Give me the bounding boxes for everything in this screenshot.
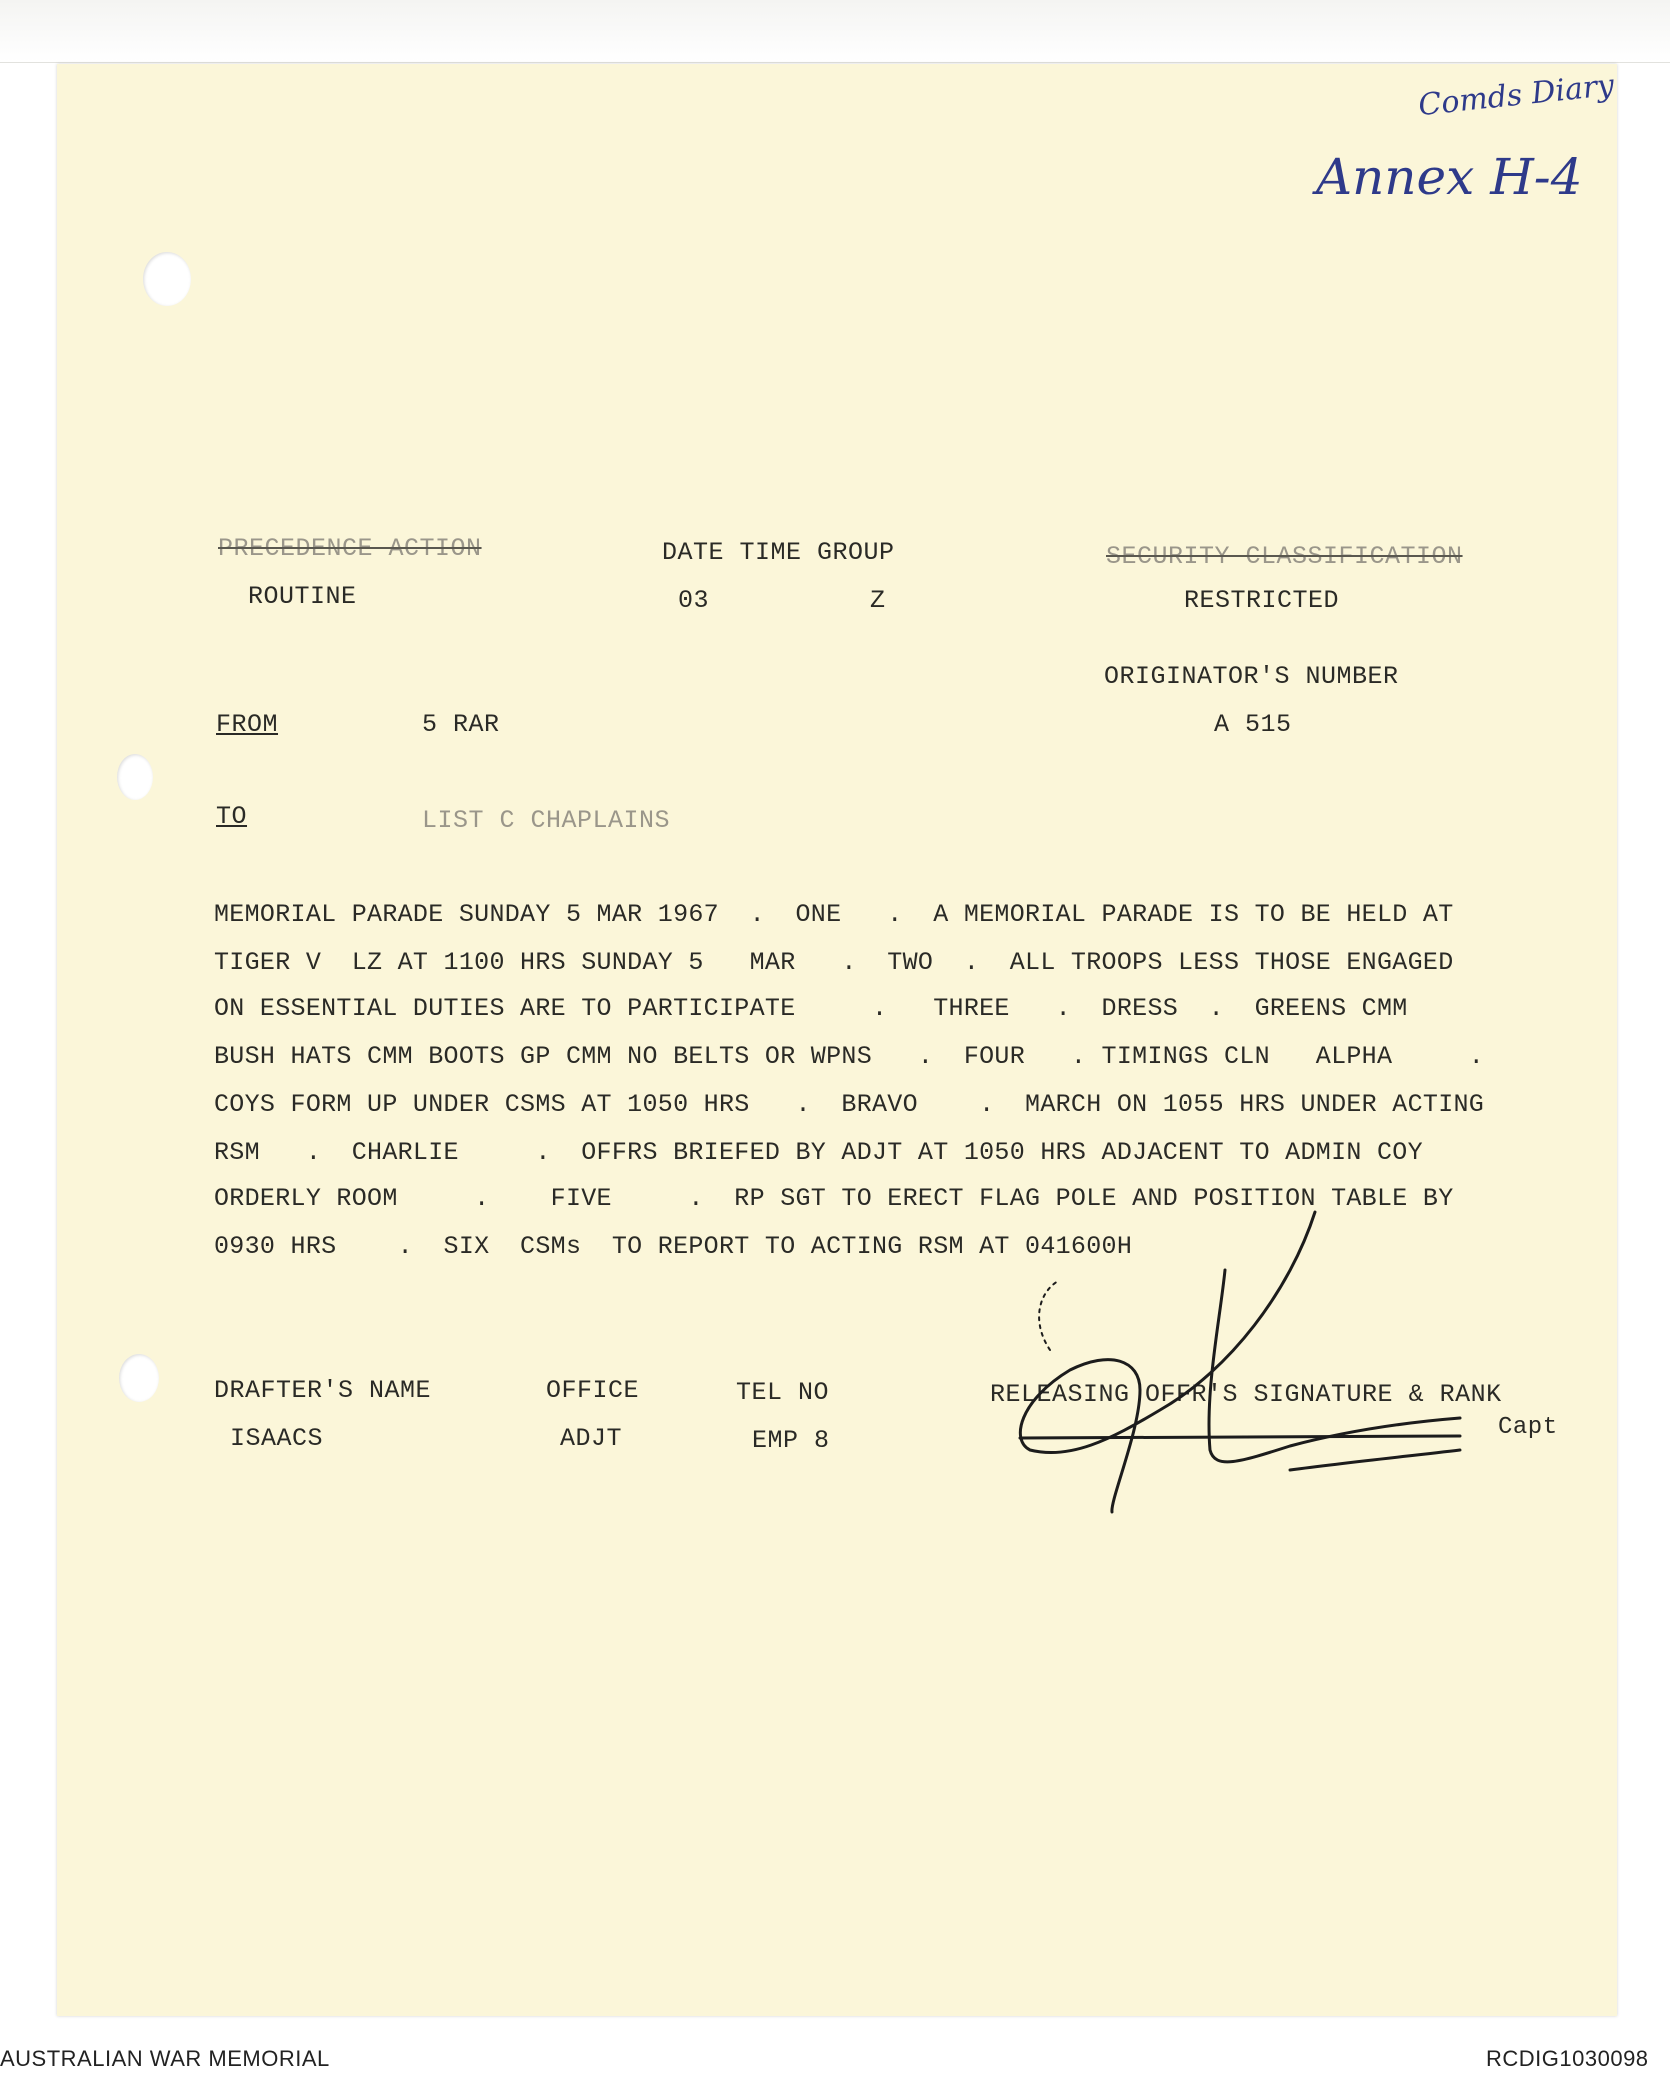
- scan-background-top: [0, 0, 1670, 63]
- signature-mark: [990, 1200, 1510, 1530]
- punch-hole: [143, 252, 191, 306]
- handwritten-note: Comds Diary: [1416, 67, 1616, 124]
- catalogue-id: RCDIG1030098: [1486, 2046, 1649, 2071]
- drafter-label: DRAFTER'S NAME: [214, 1376, 432, 1405]
- dtg-day: 03: [678, 586, 710, 615]
- classification-label: SECURITY CLASSIFICATION: [1106, 542, 1463, 571]
- originator-value: A 515: [1214, 710, 1292, 739]
- message-line: TIGER V LZ AT 1100 HRS SUNDAY 5 MAR . TWO . ALL TROOPS LESS THOSE ENGAGED: [214, 948, 1454, 977]
- to-label: TO: [216, 802, 248, 831]
- dtg-zone: Z: [870, 586, 886, 615]
- dtg-label: DATE TIME GROUP: [662, 538, 895, 567]
- message-line: ORDERLY ROOM . FIVE . RP SGT TO ERECT FLAG POLE AND POSITION TABLE BY: [214, 1184, 1454, 1213]
- office-value: ADJT: [560, 1424, 623, 1453]
- punch-hole: [117, 754, 153, 800]
- releasing-label: RELEASING OFFR'S SIGNATURE & RANK: [990, 1380, 1502, 1409]
- message-line: BUSH HATS CMM BOOTS GP CMM NO BELTS OR WPNS . FOUR . TIMINGS CLN ALPHA .: [214, 1042, 1485, 1071]
- precedence-value: ROUTINE: [248, 582, 357, 611]
- rank-value: Capt: [1498, 1414, 1558, 1441]
- message-line: 0930 HRS . SIX CSMs TO REPORT TO ACTING RSM AT 041600H: [214, 1232, 1133, 1261]
- message-line: RSM . CHARLIE . OFFRS BRIEFED BY ADJT AT 1050 HRS ADJACENT TO ADMIN COY: [214, 1138, 1423, 1167]
- from-label: FROM: [216, 710, 279, 739]
- to-value: LIST C CHAPLAINS: [422, 806, 671, 835]
- document-page: [57, 64, 1617, 2016]
- message-line: MEMORIAL PARADE SUNDAY 5 MAR 1967 . ONE . A MEMORIAL PARADE IS TO BE HELD AT: [214, 900, 1454, 929]
- originator-label: ORIGINATOR'S NUMBER: [1104, 662, 1399, 691]
- from-value: 5 RAR: [422, 710, 500, 739]
- tel-value: EMP 8: [752, 1426, 830, 1455]
- drafter-value: ISAACS: [230, 1424, 324, 1453]
- handwritten-annex: Annex H-4: [1316, 148, 1583, 206]
- institution-label: AUSTRALIAN WAR MEMORIAL: [0, 2046, 330, 2071]
- tel-label: TEL NO: [736, 1378, 830, 1407]
- message-line: ON ESSENTIAL DUTIES ARE TO PARTICIPATE . THREE . DRESS . GREENS CMM: [214, 994, 1408, 1023]
- classification-value: RESTRICTED: [1184, 586, 1340, 615]
- punch-hole: [119, 1354, 159, 1402]
- precedence-label: PRECEDENCE ACTION: [218, 534, 482, 563]
- office-label: OFFICE: [546, 1376, 640, 1405]
- message-line: COYS FORM UP UNDER CSMS AT 1050 HRS . BRAVO . MARCH ON 1055 HRS UNDER ACTING: [214, 1090, 1485, 1119]
